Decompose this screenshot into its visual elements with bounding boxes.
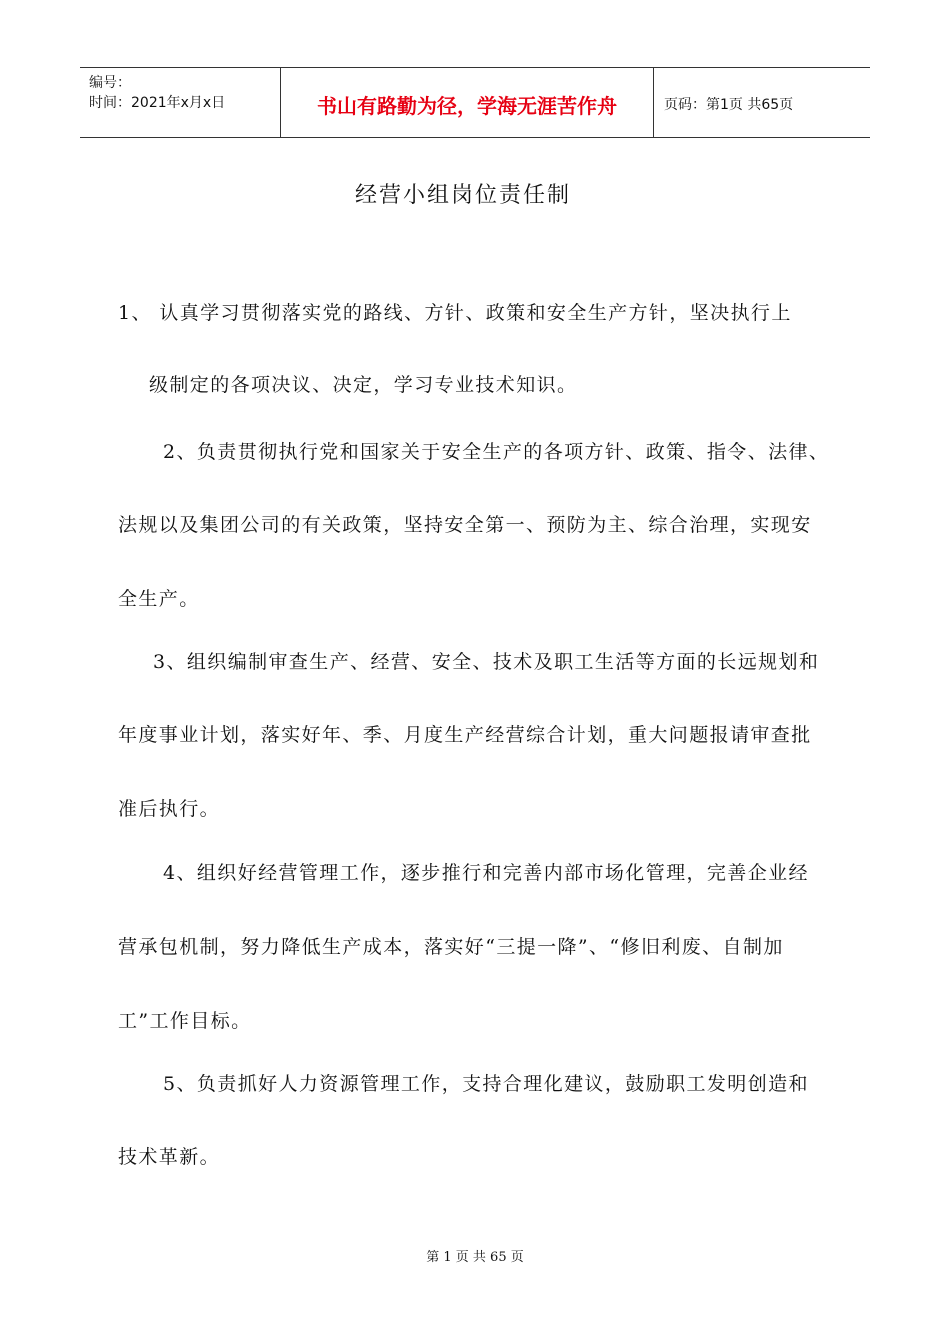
body-line: 全生产。 [118, 588, 200, 610]
body-line: 4、组织好经营管理工作，逐步推行和完善内部市场化管理，完善企业经 [163, 862, 809, 884]
body-line: 2、负责贯彻执行党和国家关于安全生产的各项方针、政策、指令、法律、 [163, 441, 830, 463]
body-line: 5、负责抓好人力资源管理工作，支持合理化建议，鼓励职工发明创造和 [163, 1073, 809, 1095]
document-header [80, 67, 870, 138]
body-line: 工”工作目标。 [118, 1010, 252, 1032]
body-line: 3、组织编制审查生产、经营、安全、技术及职工生活等方面的长远规划和 [153, 651, 820, 673]
page-title: 经营小组岗位责任制 [354, 183, 571, 208]
body-line: 准后执行。 [118, 798, 221, 820]
body-line: 法规以及集团公司的有关政策，坚持安全第一、预防为主、综合治理，实现安 [118, 514, 812, 536]
body-line: 技术革新。 [118, 1146, 221, 1168]
header-left-cell [80, 68, 281, 137]
page-info: 页码：第1页 共65页 [664, 97, 794, 113]
header-right-cell [654, 68, 870, 137]
page-footer: 第 1 页 共 65 页 [426, 1250, 524, 1265]
body-line: 营承包机制，努力降低生产成本，落实好“三提一降”、“修旧利废、自制加 [118, 936, 784, 958]
document-number-label: 编号： [89, 75, 131, 91]
header-middle-cell [281, 68, 654, 137]
body-line: 1、 认真学习贯彻落实党的路线、方针、政策和安全生产方针，坚决执行上 [118, 302, 792, 324]
body-line: 年度事业计划，落实好年、季、月度生产经营综合计划，重大问题报请审查批 [118, 724, 812, 746]
motto-text: 书山有路勤为径，学海无涯苦作舟 [317, 94, 617, 118]
body-line: 级制定的各项决议、决定，学习专业技术知识。 [149, 374, 578, 396]
document-date: 时间：2021年x月x日 [89, 95, 226, 111]
